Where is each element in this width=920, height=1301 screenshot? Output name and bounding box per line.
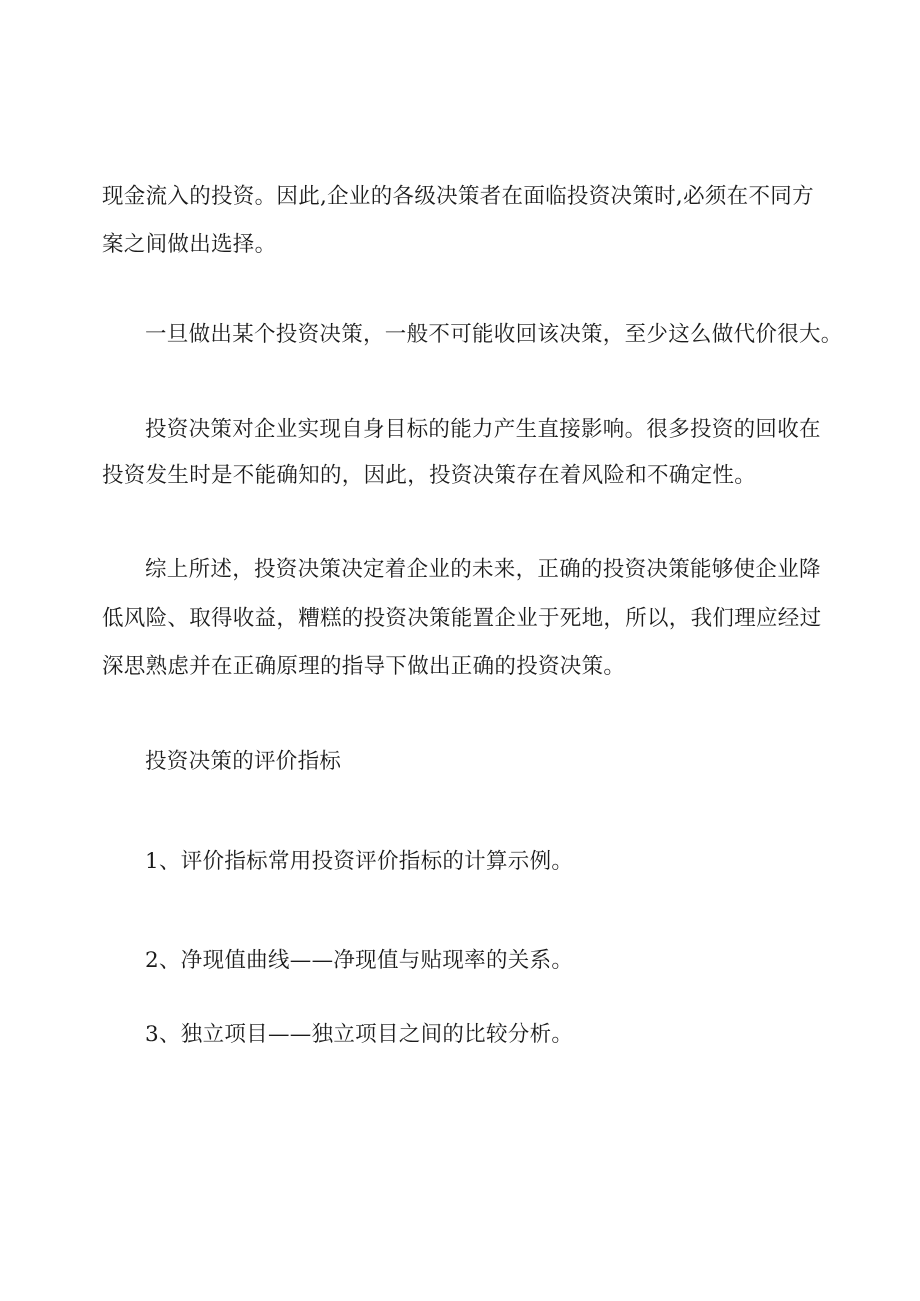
paragraph-line: 现金流入的投资。因此,企业的各级决策者在面临投资决策时,必须在不同方 <box>102 184 814 209</box>
paragraph-line: 综上所述，投资决策决定着企业的未来，正确的投资决策能够使企业降 <box>145 557 821 582</box>
paragraph-line: 案之间做出选择。 <box>102 232 277 257</box>
list-item: 3、独立项目——独立项目之间的比较分析。 <box>145 1022 574 1047</box>
list-item: 1、评价指标常用投资评价指标的计算示例。 <box>145 849 574 874</box>
paragraph-line: 深思熟虑并在正确原理的指导下做出正确的投资决策。 <box>102 654 626 679</box>
paragraph-line: 投资发生时是不能确知的，因此，投资决策存在着风险和不确定性。 <box>102 463 757 488</box>
section-heading: 投资决策的评价指标 <box>145 749 342 774</box>
paragraph-line: 一旦做出某个投资决策，一般不可能收回该决策，至少这么做代价很大。 <box>145 322 843 347</box>
paragraph-line: 低风险、取得收益，糟糕的投资决策能置企业于死地，所以，我们理应经过 <box>102 606 822 631</box>
paragraph-line: 投资决策对企业实现自身目标的能力产生直接影响。很多投资的回收在 <box>145 417 821 442</box>
list-item: 2、净现值曲线——净现值与贴现率的关系。 <box>145 948 574 973</box>
